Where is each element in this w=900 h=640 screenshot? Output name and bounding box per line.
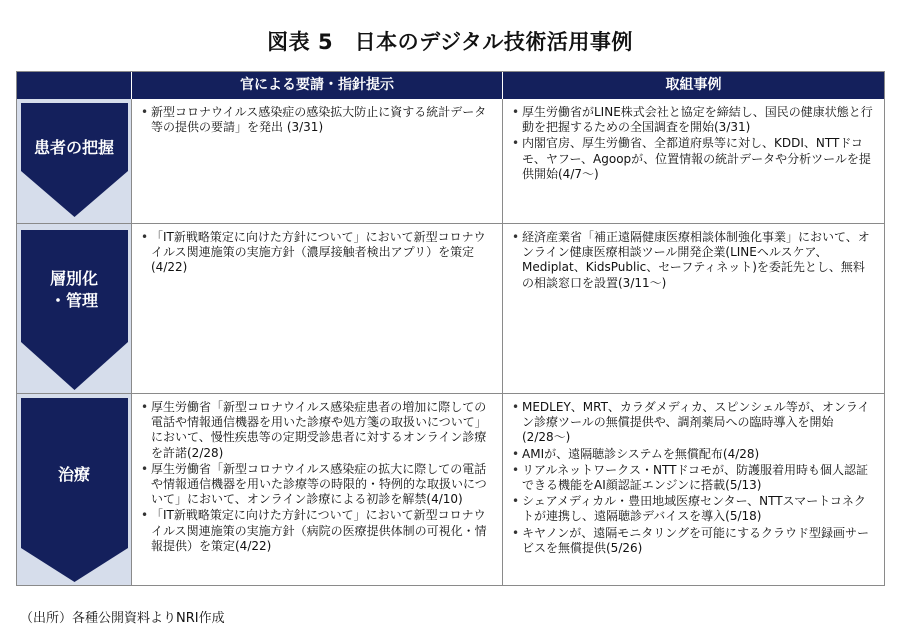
row2-requests-cell [131,224,502,393]
row3-cases-cell [502,394,884,585]
bullet-icon: • [512,494,520,509]
list-item: • 厚生労働省「新型コロナウイルス感染症患者の増加に際しての電話や情報通信機器を用いた診療や処方箋の取扱いについて」において、慢性疾患等の定期受診患者に対するオンライン診療を許諾(2/28) [141,400,487,460]
list-item: • リアルネットワークス・NTTドコモが、防護服着用時も個人認証できる機能をAI顔認証エンジンに搭載(5/13) [512,462,868,493]
list-item: • 「IT新戦略策定に向けた方針について」において新型コロナウイルス関連施策の実施方針（濃厚接触者検出アプリ）を策定(4/22) [141,230,486,275]
header-requests: 官による要請・指針提示 [131,72,502,99]
header-cases: 取組事例 [502,72,884,99]
bullet-icon: • [512,230,520,244]
row-label-cell-patient [17,99,131,223]
row1-cases-cell [502,99,884,223]
bullet-icon: • [512,462,520,477]
source-note: （出所）各種公開資料よりNRI作成 [20,611,225,626]
chevron-down-arrow-icon [21,398,128,582]
row-label-stratify: 層別化 ・管理 [49,269,98,310]
bullet-icon: • [141,461,149,476]
row-label-cell-stratify [17,224,131,393]
list-item: • キヤノンが、遠隔モニタリングを可能にするクラウド型録画サービスを無償提供(5/26) [512,525,870,555]
page-title: 図表 5 日本のデジタル技術活用事例 [267,30,633,54]
list-item: • 「IT新戦略策定に向けた方針について」において新型コロナウイルス関連施策の実施方針（病院の医療提供体制の可視化・情報提供）を策定(4/22) [141,508,487,553]
list-item: • 厚生労働省がLINE株式会社と協定を締結し、国民の健康状態と行動を把握するための全国調査を開始(3/31) [512,105,873,135]
bullet-icon: • [141,230,149,244]
case-table [16,71,885,586]
list-item: • 内閣官房、厚生労働省、全都道府県等に対し、KDDI、NTTドコモ、ヤフー、Agoopが、位置情報の統計データや分析ツールを提供開始(4/7〜) [512,136,871,181]
row2-cases-cell [502,224,884,393]
bullet-icon: • [512,105,520,119]
row1-requests-cell [131,99,502,223]
header-blank [17,72,131,99]
list-item: • AMIが、遠隔聴診システムを無償配布(4/28) [512,446,760,461]
chevron-down-arrow-icon [21,103,128,217]
list-item: • シェアメディカル・豊田地域医療センター、NTTスマートコネクトが連携し、遠隔聴診デバイスを導入(5/18) [512,494,866,524]
bullet-icon: • [512,525,520,540]
row-label-treatment: 治療 [57,465,90,484]
row-label-patient: 患者の把握 [33,138,114,157]
list-item: • 厚生労働省「新型コロナウイルス感染症の拡大に際しての電話や情報通信機器を用いた診療等の時限的・特例的な取扱いについて」において、オンライン診療による初診を解禁(4/10) [141,461,487,507]
list-item: • 新型コロナウイルス感染症の感染拡大防止に資する統計データ等の提供の要請」を発出 (3/31) [141,105,487,135]
bullet-icon: • [141,400,149,414]
bullet-icon: • [141,508,149,523]
list-item: • 経済産業省「補正遠隔健康医療相談体制強化事業」において、オンライン健康医療相談ツール開発企業(LINEヘルスケア、Mediplat、KidsPublic、セーフティネット)を委託先とし、無料の相談窓口を設置(3/11〜) [512,230,870,290]
row3-requests-cell [131,394,502,585]
list-item: • MEDLEY、MRT、カラダメディカ、スピンシェル等が、オンライン診療ツールの無償提供や、調剤薬局への臨時導入を開始(2/28〜) [512,400,870,445]
bullet-icon: • [512,446,520,461]
bullet-icon: • [141,105,149,119]
bullet-icon: • [512,400,520,414]
bullet-icon: • [512,136,520,151]
row-label-cell-treatment [17,394,131,585]
